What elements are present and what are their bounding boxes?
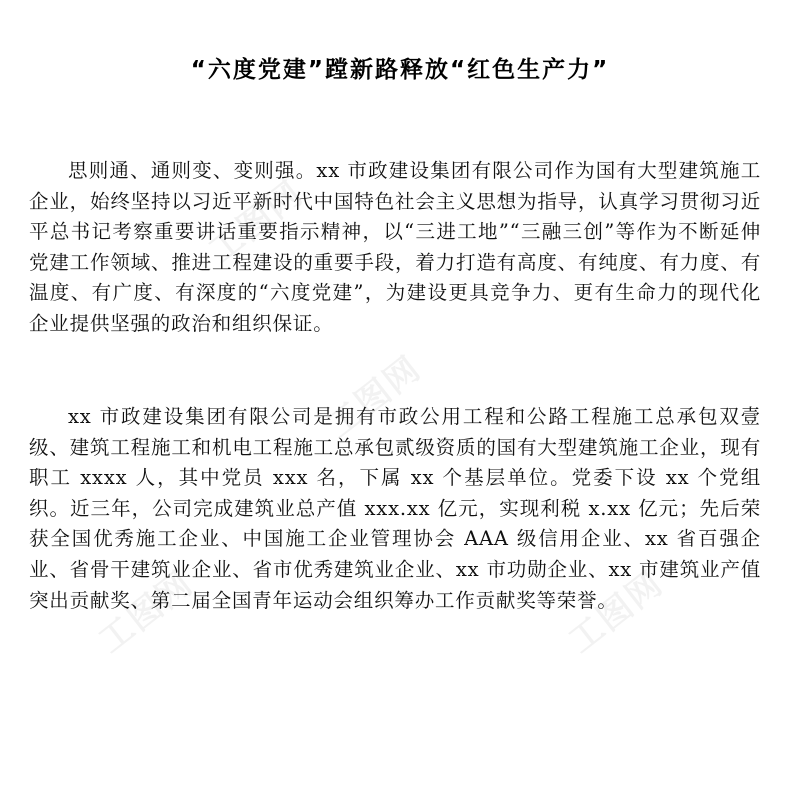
body-paragraph-intro: 思则通、通则变、变则强。xx 市政建设集团有限公司作为国有大型建筑施工企业，始终坚持以习近平新时代中国特色社会主义思想为指导，认真学习贯彻习近平总书记考察重要讲话重要指示精神，以“三进工地”“三融三创”等作为不断延伸党建工作领域、推进工程建设的重要手段，着力打造有高度、有纯度、有力度、有温度、有广度、有深度的“六度党建”，为建设更具竞争力、更有生命力的现代化企业提供坚强的政治和组织保证。 (29, 159, 761, 335)
watermark: 工图网 (201, 173, 312, 272)
watermark: 工图网 (91, 563, 202, 662)
watermark: 工图网 (561, 563, 672, 662)
body-paragraph-company-profile: xx 市政建设集团有限公司是拥有市政公用工程和公路工程施工总承包双壹级、建筑工程施工和机电工程施工总承包贰级资质的国有大型建筑施工企业，现有职工 xxxx 人，其中党员 xxx 名，下属 xx 个基层单位。党委下设 xx 个党组织。近三年，公司完成建筑业总产值 xxx.xx 亿元，实现利税 x.xx 亿元；先后荣获全国优秀施工企业、中国施工企业管理协会 AAA 级信用企业、xx 省百强企业、省骨干建筑业企业、省市优秀建筑业企业、xx 市功勋企业、xx 市建筑业产值突出贡献奖、第二届全国青年运动会组织筹办工作贡献奖等荣誉。 (29, 405, 761, 612)
watermark: 工图网 (319, 348, 430, 447)
document-title: “六度党建”蹚新路释放“红色生产力” (190, 57, 610, 84)
